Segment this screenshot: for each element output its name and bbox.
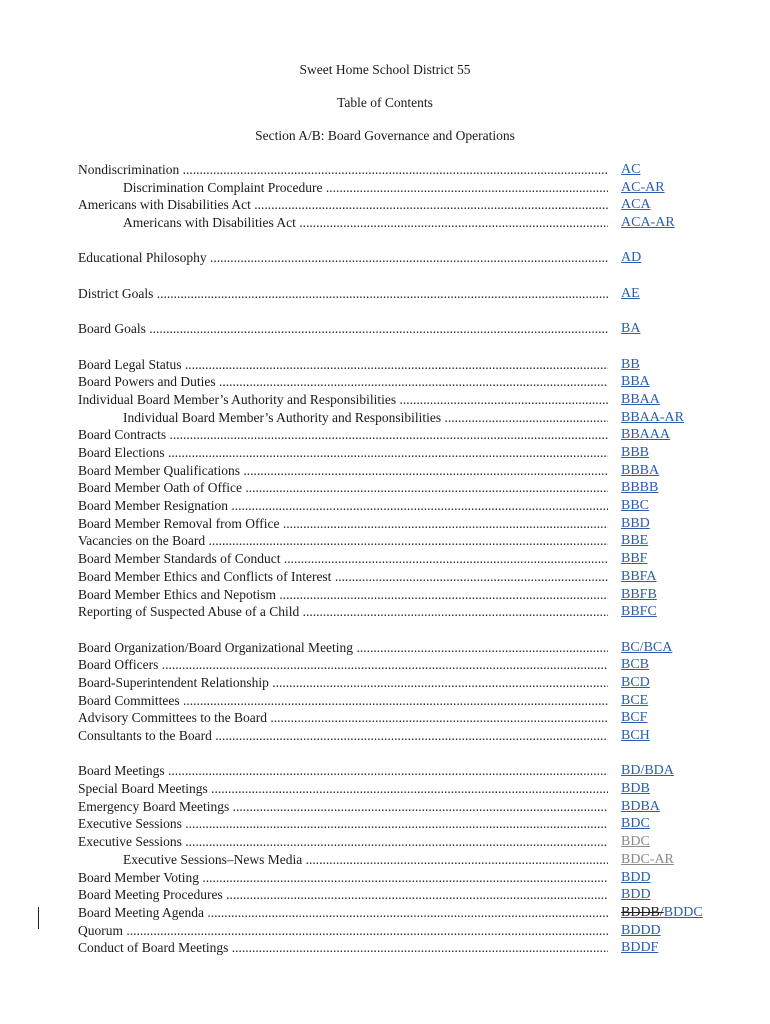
toc-entry <box>78 497 718 515</box>
toc-entry <box>78 391 718 409</box>
toc-entry <box>78 674 718 692</box>
toc-entry-code-link[interactable] <box>621 214 675 232</box>
toc-entry-code-link[interactable] <box>621 409 684 427</box>
toc-entry <box>78 798 718 816</box>
toc-entry-code: BC/BCA <box>621 639 673 655</box>
toc-entry-code: BCD <box>621 674 650 690</box>
toc-entry-code: BBAA <box>621 391 660 407</box>
toc-entry-code-link[interactable] <box>621 869 651 887</box>
toc-entry-code: BBC <box>621 498 650 514</box>
toc-entry <box>78 851 718 869</box>
toc-entry <box>78 515 718 533</box>
toc-entry-code: BBFC <box>621 604 657 620</box>
toc-entry-code: BBF <box>621 551 648 567</box>
toc-entry <box>78 939 718 957</box>
toc-entry-code-link[interactable] <box>621 656 649 674</box>
toc-entry <box>78 550 718 568</box>
toc-entry-title: Board Member Voting ..... <box>78 869 608 887</box>
toc-entry-code: BDDF <box>621 940 659 956</box>
toc-entry-code: BBAA-AR <box>621 409 685 425</box>
toc-entry-code-link[interactable] <box>621 497 649 515</box>
toc-entry-code-link[interactable] <box>621 603 657 621</box>
toc-entry-code-link[interactable] <box>621 426 670 444</box>
toc-entry-title: Board Member Qualifications ..... <box>78 462 608 480</box>
toc-entry-code-link[interactable] <box>621 886 651 904</box>
section-title: Section A/B: Board Governance and Operations <box>255 128 515 143</box>
toc-entry <box>78 179 718 197</box>
toc-entry <box>78 462 718 480</box>
toc-entry-code-link[interactable] <box>621 815 650 833</box>
toc-entry-code-link[interactable] <box>621 674 650 692</box>
toc-entry-title: Executive Sessions ..... <box>78 833 608 851</box>
toc-entry-code-link[interactable] <box>621 727 650 745</box>
toc-entry <box>78 886 718 904</box>
toc-entry-code: BDD <box>621 869 651 885</box>
toc-entry <box>78 161 718 179</box>
toc-entry-title: Board-Superintendent Relationship ..... <box>78 674 608 692</box>
toc-entry <box>78 568 718 586</box>
toc-entry-code: BDDD <box>621 922 661 938</box>
toc-entry-code: BDC-AR <box>621 851 674 867</box>
toc-entry-code-link[interactable] <box>621 639 672 657</box>
toc-entry-code-link[interactable] <box>621 373 650 391</box>
toc-entry-code-link[interactable] <box>621 161 640 179</box>
toc-entry-title: Board Member Ethics and Conflicts of Interest ..... <box>78 568 608 586</box>
toc-entry-title: Board Meetings ..... <box>78 762 608 780</box>
toc-entry-title: Americans with Disabilities Act ..... <box>123 214 608 232</box>
toc-entry-title: Board Goals ..... <box>78 320 608 338</box>
toc-group <box>78 320 718 338</box>
toc-entry-code-link[interactable] <box>621 462 659 480</box>
toc-entry-code: BBE <box>621 533 649 549</box>
toc-entry <box>78 833 718 851</box>
toc-entry-title: Vacancies on the Board ..... <box>78 532 608 550</box>
toc-entry-code: BCF <box>621 710 648 726</box>
toc-entry-title: Reporting of Suspected Abuse of a Child ..... <box>78 603 608 621</box>
toc-entry <box>78 479 718 497</box>
toc-entry-code: BBFB <box>621 586 657 602</box>
toc-entry <box>78 586 718 604</box>
toc-entry-title: Board Member Ethics and Nepotism ..... <box>78 586 608 604</box>
toc-entry-title: Consultants to the Board ..... <box>78 727 608 745</box>
toc-entry <box>78 532 718 550</box>
toc-entry-title: Executive Sessions–News Media ..... <box>123 851 608 869</box>
document-title: Table of Contents <box>337 95 433 110</box>
toc-entry-code-link[interactable] <box>621 692 648 710</box>
toc-entry <box>78 692 718 710</box>
toc-entry <box>78 249 718 267</box>
toc-entry-title: Americans with Disabilities Act ..... <box>78 196 608 214</box>
toc-entry-code: AC-AR <box>621 179 665 195</box>
toc-entry <box>78 869 718 887</box>
toc-entry <box>78 356 718 374</box>
toc-entry-title: Nondiscrimination ..... <box>78 161 608 179</box>
toc-entry-title: Board Member Resignation ..... <box>78 497 608 515</box>
toc-entry <box>78 285 718 303</box>
toc-entry-title: Individual Board Member’s Authority and Responsibilities ..... <box>123 409 608 427</box>
toc-entry-code-link[interactable] <box>621 196 651 214</box>
toc-entry <box>78 426 718 444</box>
toc-entry-title: Advisory Committees to the Board ..... <box>78 709 608 727</box>
toc-entry-code-link[interactable] <box>621 586 657 604</box>
toc-entry-code: AD <box>621 250 642 266</box>
toc-group <box>78 639 718 745</box>
toc-entry-code-link[interactable] <box>621 285 640 303</box>
toc-entry-code-link[interactable] <box>621 922 661 940</box>
toc-entry-code: BBAAA <box>621 427 671 443</box>
toc-entry-code: BDB <box>621 781 650 797</box>
toc-entry-code-link[interactable] <box>621 762 674 780</box>
toc-entry-title: Emergency Board Meetings ..... <box>78 798 608 816</box>
toc-entry <box>78 639 718 657</box>
toc-entry-title: Discrimination Complaint Procedure ..... <box>123 179 608 197</box>
toc-entry <box>78 709 718 727</box>
toc-entry-code: BBA <box>621 374 650 390</box>
toc-entry-title: Board Legal Status ..... <box>78 356 608 374</box>
toc-entry <box>78 409 718 427</box>
toc-entry-title: Board Meeting Procedures ..... <box>78 886 608 904</box>
toc-entry-code-link[interactable] <box>621 391 660 409</box>
revision-change-bar <box>38 907 39 929</box>
toc-entry-title: Conduct of Board Meetings ..... <box>78 939 608 957</box>
toc-entry-code-link[interactable] <box>621 444 649 462</box>
toc-entry <box>78 922 718 940</box>
toc-entry-title: Board Officers ..... <box>78 656 608 674</box>
toc-entry-title: Board Contracts ..... <box>78 426 608 444</box>
toc-entry-code: BBFA <box>621 568 657 584</box>
toc-group <box>78 249 718 267</box>
toc-entry <box>78 815 718 833</box>
toc-entry-code-link[interactable] <box>621 249 641 267</box>
toc-entry-code-link[interactable] <box>621 356 640 374</box>
toc-entry-title: Board Organization/Board Organizational Meeting ..... <box>78 639 608 657</box>
toc-entry-title: Individual Board Member’s Authority and Responsibilities ..... <box>78 391 608 409</box>
toc-entry-code: BDD <box>621 887 651 903</box>
toc-entry-code: BA <box>621 321 641 337</box>
toc-group <box>78 161 718 232</box>
toc-entry-code-link[interactable] <box>621 798 660 816</box>
toc-entry-title: Board Member Removal from Office ..... <box>78 515 608 533</box>
toc-entry-title: Quorum ..... <box>78 922 608 940</box>
toc-entry-code-link[interactable] <box>621 851 674 869</box>
toc-entry-code: BDC <box>621 816 650 832</box>
toc-entry-title: Board Member Oath of Office ..... <box>78 479 608 497</box>
toc-entry-code: BDBA <box>621 798 660 814</box>
toc-entry <box>78 904 718 922</box>
toc-entry-code: BB <box>621 356 640 372</box>
toc-entry-code-link[interactable] <box>621 709 647 727</box>
toc-entry <box>78 320 718 338</box>
toc-group <box>78 356 718 621</box>
toc-entry-code: BDDC <box>663 904 703 920</box>
toc-entry-code-link[interactable] <box>621 780 650 798</box>
toc-entry-title: District Goals ..... <box>78 285 608 303</box>
toc-entry <box>78 603 718 621</box>
toc-entry-code: BBD <box>621 515 650 531</box>
toc-entry-title: Board Member Standards of Conduct ..... <box>78 550 608 568</box>
toc-entry-code: BDC <box>621 834 650 850</box>
toc-entry <box>78 727 718 745</box>
toc-entry-code: BCH <box>621 728 650 743</box>
table-of-contents <box>78 161 718 975</box>
toc-entry-code: AC <box>621 162 641 177</box>
toc-entry-code-link[interactable] <box>621 179 665 197</box>
toc-entry-code: AE <box>621 285 640 301</box>
toc-entry-code: BCE <box>621 692 649 708</box>
toc-entry <box>78 214 718 232</box>
toc-entry-title: Board Committees ..... <box>78 692 608 710</box>
toc-entry-title: Board Meeting Agenda ..... <box>78 904 608 922</box>
toc-entry <box>78 762 718 780</box>
toc-entry <box>78 444 718 462</box>
toc-entry-title: Special Board Meetings ..... <box>78 780 608 798</box>
toc-entry <box>78 373 718 391</box>
toc-entry-code-link[interactable] <box>621 904 703 922</box>
toc-entry-code-link[interactable] <box>621 515 650 533</box>
toc-entry-code: BBBA <box>621 462 660 478</box>
toc-entry-code: BD/BDA <box>621 763 674 779</box>
district-name: Sweet Home School District 55 <box>299 62 471 77</box>
deleted-code-text: BDDB/ <box>621 904 664 920</box>
toc-entry-code-link[interactable] <box>621 833 650 851</box>
toc-group <box>78 285 718 303</box>
toc-entry-code-link[interactable] <box>621 550 647 568</box>
toc-entry-code: BCB <box>621 657 650 673</box>
toc-entry-title: Board Powers and Duties ..... <box>78 373 608 391</box>
toc-entry-code-link[interactable] <box>621 532 648 550</box>
toc-entry <box>78 656 718 674</box>
toc-entry-title: Board Elections ..... <box>78 444 608 462</box>
toc-entry <box>78 196 718 214</box>
toc-entry-code-link[interactable] <box>621 568 657 586</box>
toc-entry-code-link[interactable] <box>621 479 658 497</box>
toc-entry-title: Educational Philosophy ..... <box>78 249 608 267</box>
toc-entry-code: ACA-AR <box>621 215 675 231</box>
toc-entry <box>78 780 718 798</box>
toc-entry-code-link[interactable] <box>621 320 640 338</box>
toc-entry-code: ACA <box>621 197 651 213</box>
toc-entry-title: Executive Sessions ..... <box>78 815 608 833</box>
toc-group <box>78 762 718 957</box>
toc-entry-code: BBB <box>621 445 650 460</box>
toc-entry-code: BBBB <box>621 480 659 496</box>
toc-entry-code-link[interactable] <box>621 939 658 957</box>
